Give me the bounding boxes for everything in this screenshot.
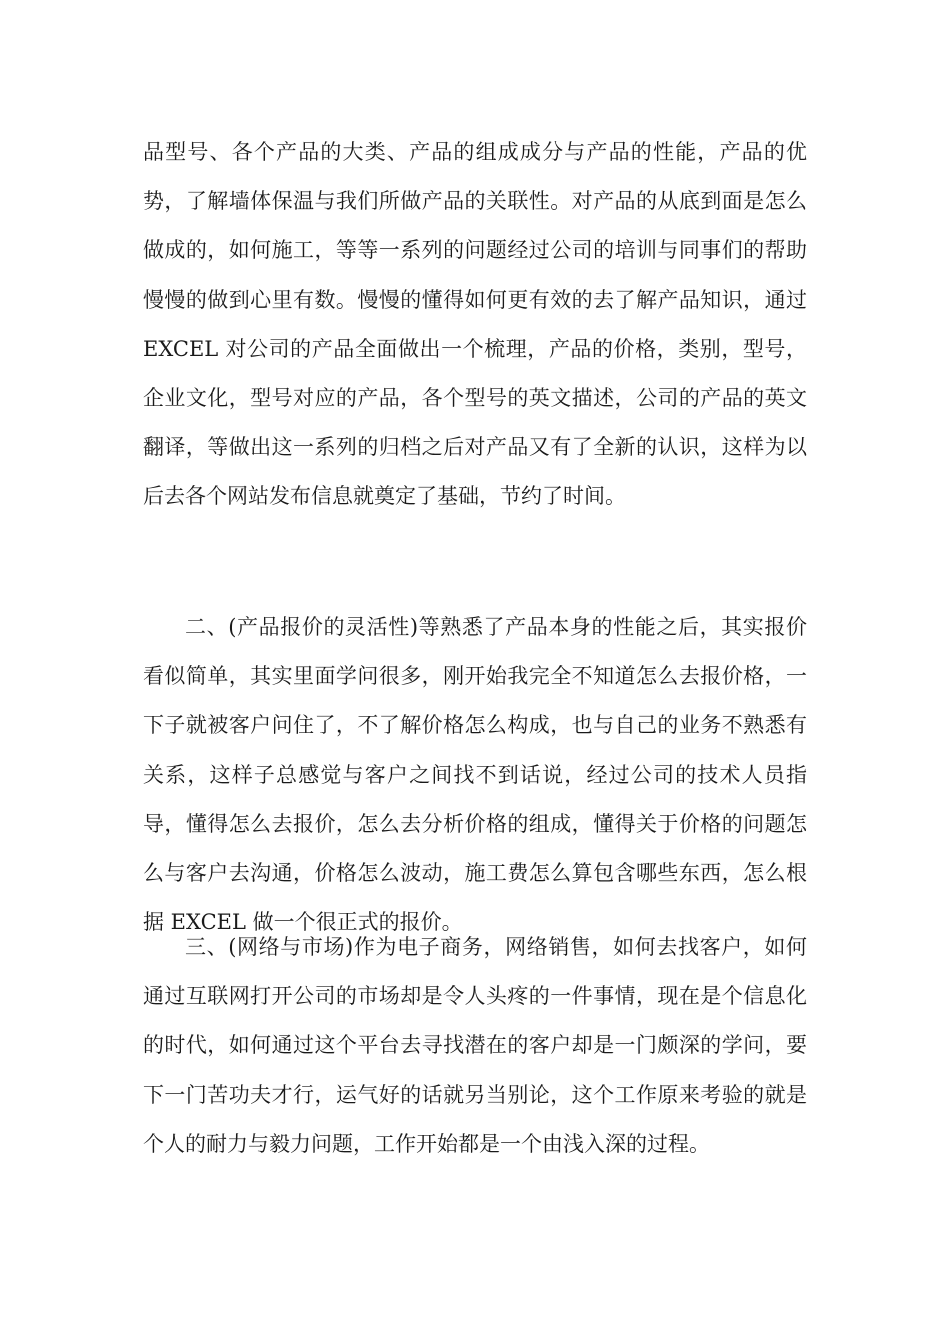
paragraph-product-knowledge: 品型号、各个产品的大类、产品的组成成分与产品的性能，产品的优势，了解墙体保温与我们所做产品的关联性。对产品的从底到面是怎么做成的，如何施工，等等一系列的问题经过公司的培训与同事们的帮助慢慢的做到心里有数。慢慢的懂得如何更有效的去了解产品知识，通过 EXCEL 对公司的产品全面做出一个梳理，产品的价格，类别，型号，企业文化，型号对应的产品，各个型号的英文描述，公司的产品的英文翻译，等做出这一系列的归档之后对产品又有了全新的认识，这样为以后去各个网站发布信息就奠定了基础，节约了时间。 — [143, 140, 807, 509]
paragraph-pricing: 二、(产品报价的灵活性)等熟悉了产品本身的性能之后，其实报价看似简单，其实里面学问很多，刚开始我完全不知道怎么去报价格，一下子就被客户问住了，不了解价格怎么构成，也与自己的业务不熟悉有关系，这样子总感觉与客户之间找不到话说，经过公司的技术人员指导，懂得怎么去报价，怎么去分析价格的组成，懂得关于价格的问题怎么与客户去沟通，价格怎么波动，施工费怎么算包含哪些东西，怎么根据 EXCEL 做一个很正式的报价。 — [143, 615, 807, 935]
paragraph-network-market: 三、(网络与市场)作为电子商务，网络销售，如何去找客户，如何通过互联网打开公司的市场却是令人头疼的一件事情，现在是个信息化的时代，如何通过这个平台去寻找潜在的客户却是一门颇深的学问，要下一门苦功夫才行，运气好的话就另当别论，这个工作原来考验的就是个人的耐力与毅力问题，工作开始都是一个由浅入深的过程。 — [143, 935, 807, 1156]
